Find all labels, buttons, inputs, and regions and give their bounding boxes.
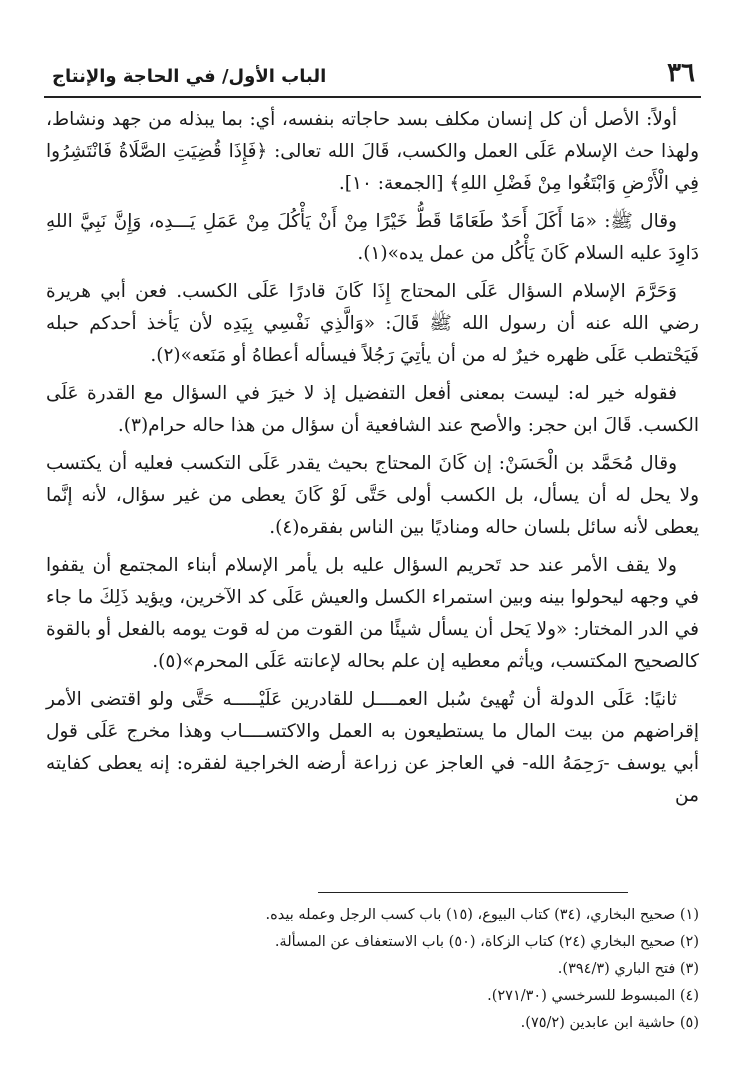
- footnote-divider: [318, 892, 628, 893]
- paragraph-text: ولا يقف الأمر عند حد تَحريم السؤال عليه بل يأمر الإسلام أبناء المجتمع أن يقفوا في وجهه ليحولوا بينه وبين استمراء الكسل والعيش عَلَى كد الآخرين، ويؤيد ذَلِكَ ما جاء في الدر المختار: «ولا يَحل أن يسأل شيئًا من القوت من له قوت يومه بالفعل أو بالقوة كالصحيح المكتسب، ويأثم معطيه إن علم بحاله لإعانته عَلَى المحرم»(٥).: [46, 555, 699, 672]
- header-divider: [44, 96, 701, 98]
- paragraph-4: [46, 378, 699, 442]
- paragraph-6: [46, 550, 699, 678]
- paragraph-text: أولاً: الأصل أن كل إنسان مكلف بسد حاجاته بنفسه، أي: بما يبذله من جهد ونشاط، ولهذا حث الإسلام عَلَى العمل والكسب، قَالَ الله تعالى: ﴿فَإِذَا قُضِيَتِ الصَّلَاةُ فَانْتَشِرُوا فِي الْأَرْضِ وَابْتَغُوا مِنْ فَضْلِ اللهِ﴾ [الجمعة: ١٠].: [46, 109, 699, 194]
- paragraph-2: [46, 206, 699, 270]
- paragraph-1: [46, 104, 699, 200]
- footnote-4: (٤) المبسوط للسرخسي (٢٧١/٣٠).: [487, 988, 699, 1004]
- paragraph-5: [46, 448, 699, 544]
- footnote-2: (٢) صحيح البخاري (٢٤) كتاب الزكاة، (٥٠) باب الاستعفاف عن المسألة.: [274, 934, 699, 950]
- main-text: [46, 104, 699, 818]
- paragraph-text: ثانيًا: عَلَى الدولة أن تُهيئ سُبل العمــــل للقادرين عَلَيْـــــه حَتَّى ولو اقتضى الأمر إقراضهم من بيت المال ما يستطيعون به العمل والاكتســــاب وهذا مخرج عَلَى قول أبي يوسف -رَحِمَهُ الله- في العاجز عن زراعة أرضه الخراجية لفقره: إنه يعطى كفايته من: [46, 689, 699, 806]
- page-header: [44, 58, 701, 98]
- paragraph-7: [46, 684, 699, 812]
- footnote-5: (٥) حاشية ابن عابدين (٧٥/٢).: [520, 1015, 699, 1031]
- paragraph-3: [46, 276, 699, 372]
- page-number: ٣٦: [667, 58, 695, 88]
- paragraph-text: وقال مُحَمَّد بن الْحَسَنْ: إن كَانَ المحتاج بحيث يقدر عَلَى التكسب فعليه أن يكتسب ولا يحل له أن يسأل، بل الكسب أولى حَتَّى لَوْ كَانَ يعطى من غير سؤال، لأنه إنَّما يعطى لأنه سائل بلسان حاله ومناديًا بين الناس بفقره(٤).: [46, 453, 699, 538]
- paragraph-text: فقوله خير له: ليست بمعنى أفعل التفضيل إذ لا خيرَ في السؤال مع القدرة عَلَى الكسب. قَالَ ابن حجر: والأصح عند الشافعية أن سؤال من هذا حاله حرام(٣).: [46, 383, 699, 436]
- footnote-3: (٣) فتح الباري (٣٩٤/٣).: [557, 961, 699, 977]
- paragraph-text: وقال ﷺ: «مَا أَكَلَ أَحَدٌ طَعَامًا قَطُّ خَيْرًا مِنْ أَنْ يَأْكُلَ مِنْ عَمَلِ يَـــدِه، وَإِنَّ نَبِيَّ اللهِ دَاوِدَ عليه السلام كَانَ يَأْكُل من عمل يده»(١).: [46, 211, 699, 264]
- paragraph-text: وَحَرَّمَ الإسلام السؤال عَلَى المحتاج إِذَا كَانَ قادرًا عَلَى الكسب. فعن أبي هريرة رضي الله عنه أن رسول الله ﷺ قَالَ: «وَالَّذِي نَفْسِي بِيَدِه لأن يَأخذ أحدكم حبله فَيَحْتطب عَلَى ظهره خيرٌ له من أن يأتِيَ رَجُلاً فيسأله أعطاهُ أو مَنَعه»(٢).: [46, 281, 699, 366]
- footnotes: [49, 902, 699, 1037]
- running-title: الباب الأول/ في الحاجة والإنتاج: [52, 66, 327, 87]
- footnote-1: (١) صحيح البخاري، (٣٤) كتاب البيوع، (١٥) باب كسب الرجل وعمله بيده.: [265, 907, 699, 923]
